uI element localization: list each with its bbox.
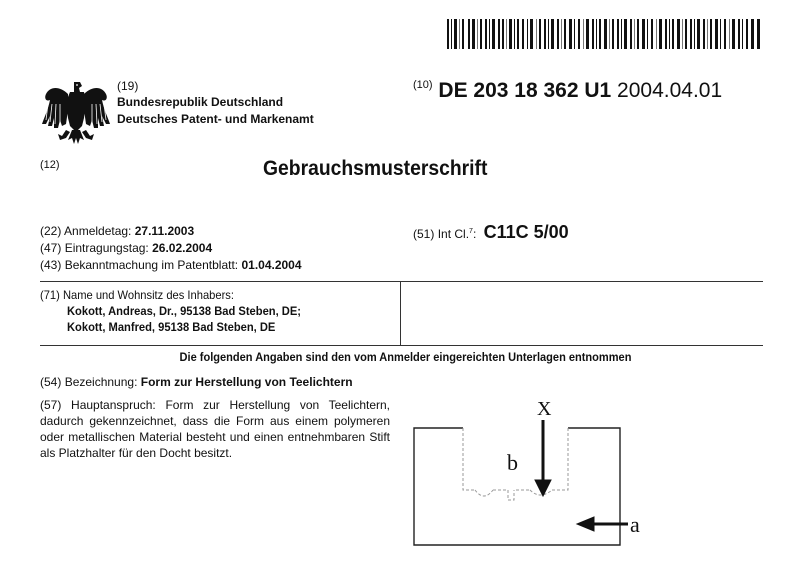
date-row-publication (40, 258, 302, 272)
main-claim-text: Form zur Herstellung von Teelichtern, dadurch gekennzeichnet, dass die Form aus einem polymeren oder metallischen Material besteht und einen entnehmbaren Stift als Platzhalter für den Docht besitzt. (40, 398, 391, 460)
publication-date: 2004.04.01 (617, 79, 723, 102)
mold-drawing (400, 390, 660, 560)
classification-code: (51) (413, 227, 435, 241)
country-name: Bundesrepublik Deutschland (117, 95, 284, 109)
date-value: 27.11.2003 (134, 224, 195, 238)
divider-bottom (40, 345, 763, 346)
federal-eagle-icon (40, 80, 112, 146)
date-code: (43) (40, 258, 62, 272)
divider-vertical (400, 281, 401, 345)
date-value: 26.02.2004 (152, 241, 213, 255)
date-code: (22) (40, 224, 62, 238)
publication-code: (10) (413, 79, 433, 91)
date-row-filing (40, 224, 194, 238)
owner-label: (71) Name und Wohnsitz des Inhabers: (40, 288, 234, 302)
barcode-image (447, 19, 760, 49)
document-title: Gebrauchsmusterschrift (263, 157, 488, 180)
designation: (54) Bezeichnung: Form zur Herstellung von Teelichtern (40, 375, 353, 389)
divider-top (40, 281, 763, 282)
classification-label: Int Cl. (437, 227, 470, 241)
owner-name: Kokott, Manfred, 95138 Bad Steben, DE (67, 320, 276, 334)
owner-name: Kokott, Andreas, Dr., 95138 Bad Steben, DE; (67, 304, 302, 318)
classification-value: C11C 5/00 (483, 222, 569, 242)
publication-number: DE 203 18 362 U1 (438, 79, 612, 102)
date-label: Anmeldetag: (64, 224, 132, 238)
date-code: (47) (40, 241, 62, 255)
classification: (51) Int Cl.$^7$: C11C 5/00 (413, 222, 569, 242)
document-type-code: (12) (40, 159, 60, 171)
date-label: Eintragungstag: (64, 241, 149, 255)
date-value: 01.04.2004 (241, 258, 302, 272)
label-a: a (630, 512, 640, 537)
label-x: X (537, 398, 552, 420)
main-claim: (57) Hauptanspruch: Form zur Herstellung von Teelichtern, dadurch gekennzeichnet, dass die Form aus einem polymeren oder metallischen Material besteht und einen entnehmbaren Stift als Platzhalter für den Docht besitzt. (40, 398, 391, 460)
office-code: (19) (117, 79, 139, 93)
notice-text: Die folgenden Angaben sind den vom Anmelder eingereichten Unterlagen entnommen (179, 350, 632, 364)
date-label: Bekanntmachung im Patentblatt: (64, 258, 239, 272)
publication-line (413, 79, 722, 103)
classification-edition: 7 (469, 228, 473, 235)
office-name: Deutsches Patent- und Markenamt (117, 112, 314, 126)
designation-value: Form zur Herstellung von Teelichtern (140, 375, 353, 389)
date-row-registration (40, 241, 212, 255)
label-b: b (507, 450, 518, 475)
